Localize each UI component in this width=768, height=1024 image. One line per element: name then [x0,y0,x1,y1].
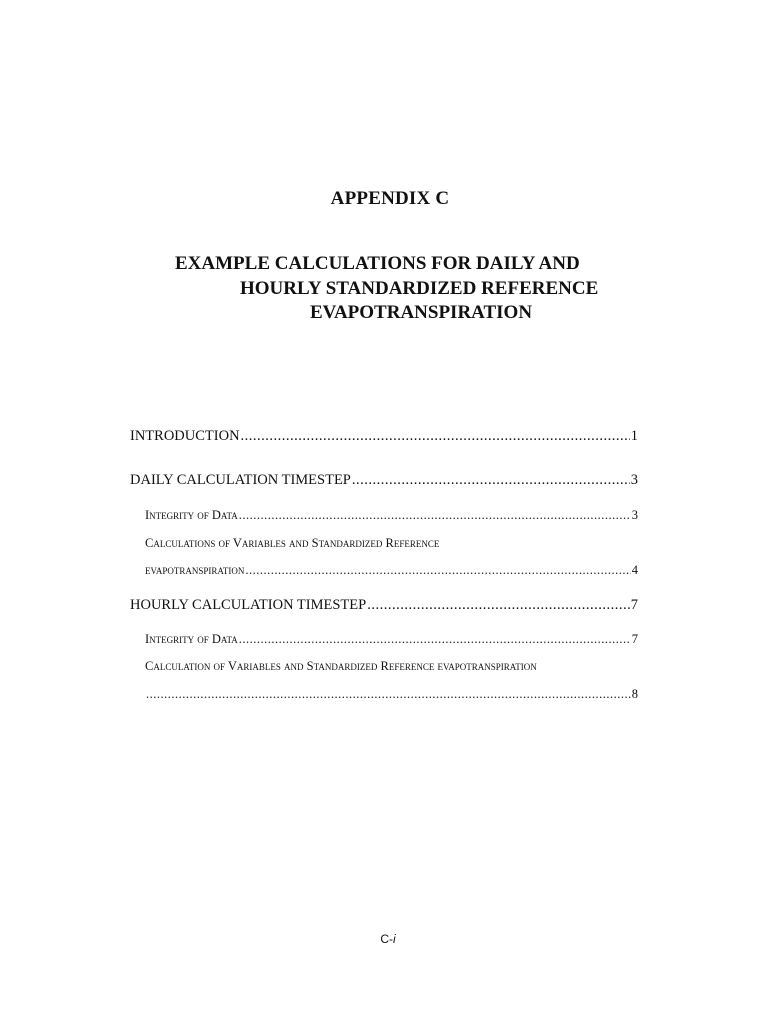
toc-page-number: 7 [631,632,638,646]
toc-label: evapotranspiration [145,563,245,577]
toc-entry-hourly-calculation-line2[interactable] [145,687,638,702]
toc-label: Integrity of Data [145,508,238,522]
appendix-heading: APPENDIX C [330,188,450,209]
title-line-1: EXAMPLE CALCULATIONS FOR DAILY AND [175,253,580,274]
toc-entry-hourly-integrity[interactable] [145,632,638,647]
toc-entry-hourly-calculation-line1[interactable] [145,659,645,674]
toc-entry-daily-timestep[interactable] [130,472,638,489]
toc-leader [245,563,630,578]
footer-roman-numeral: i [393,932,396,946]
page-number-footer [0,932,768,946]
toc-leader [146,687,631,702]
toc-page-number: 3 [630,472,638,488]
toc-entry-daily-integrity[interactable] [145,508,638,523]
toc-page-number: 3 [631,508,638,522]
toc-entry-hourly-timestep[interactable] [130,597,638,614]
toc-page-number: 7 [630,597,638,613]
toc-leader [241,428,630,445]
title-line-2: HOURLY STANDARDIZED REFERENCE [240,278,599,299]
toc-label: INTRODUCTION [130,428,240,444]
toc-label: Calculations of Variables and Standardized Reference [145,536,440,550]
toc-entry-daily-calculations-line2[interactable] [145,563,638,578]
toc-entry-daily-calculations-line1[interactable] [145,536,638,551]
toc-page-number: 4 [631,563,638,577]
toc-leader [367,597,630,614]
title-line-3: EVAPOTRANSPIRATION [310,302,533,323]
toc-leader [352,472,630,489]
toc-page-number: 8 [631,687,638,701]
toc-label: DAILY CALCULATION TIMESTEP [130,472,351,488]
toc-leader [239,632,631,647]
toc-label: HOURLY CALCULATION TIMESTEP [130,597,367,613]
toc-entry-introduction[interactable] [130,428,638,445]
toc-label: Integrity of Data [145,632,238,646]
toc-label: Calculation of Variables and Standardized Reference evapotranspiration [145,659,537,673]
footer-prefix: C- [380,932,393,946]
toc-page-number: 1 [630,428,638,444]
toc-leader [239,508,631,523]
